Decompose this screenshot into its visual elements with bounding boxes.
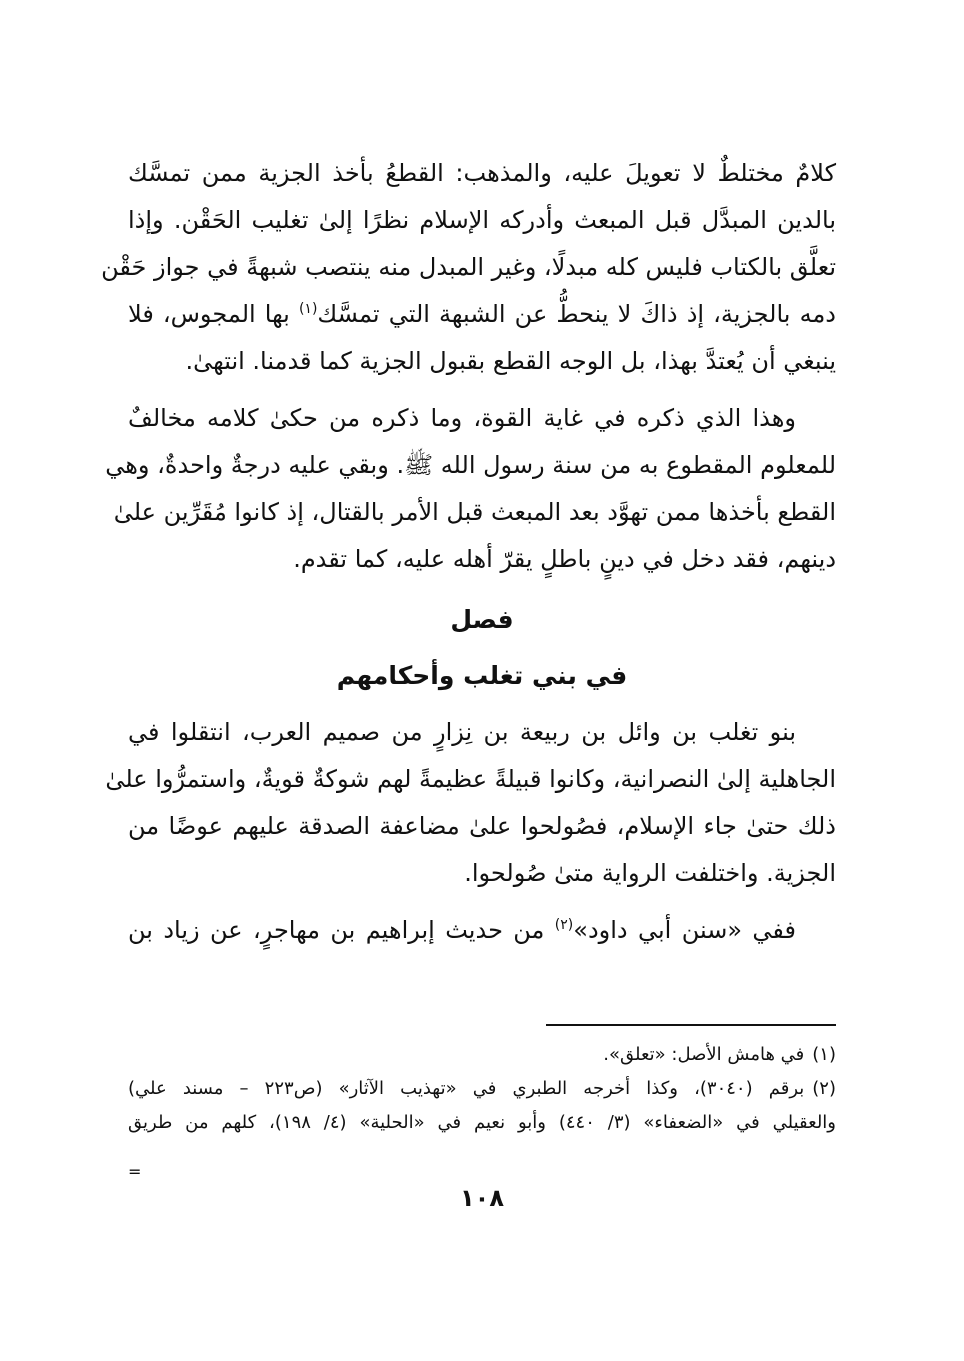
footnote-2-line-1: [128, 1072, 836, 1106]
paragraph-1-line-4-tail: بها المجوس، فلا: [128, 300, 299, 328]
footnote-2-text-1: برقم (٣٠٤٠)، وكذا أخرجه الطبري في «تهذيب الآثار» (ص٢٢٣ – مسند علي): [128, 1078, 805, 1099]
footnote-2-line-2: والعقيلي في «الضعفاء» (٣/ ٤٤٠) وأبو نعيم في «الحلية» (٤/ ١٩٨)، كلهم من طريق: [128, 1112, 836, 1133]
section-heading: فصل: [450, 605, 514, 634]
paragraph-1-line-4: [128, 291, 836, 338]
paragraph-3-line-4: الجزية. واختلفت الرواية متىٰ صُولحوا.: [464, 859, 836, 887]
footnote-1-number: (١): [812, 1044, 836, 1065]
paragraph-3: [105, 709, 836, 897]
paragraph-2-line-1: وهذا الذي ذكره في غاية القوة، وما ذكره من حكىٰ كلامه مخالفٌ: [128, 404, 796, 432]
paragraph-2-line-3: القطع بأخذها ممن تهوَّد بعد المبعث قبل الأمر بالقتال، إذ كانوا مُقَرِّين علىٰ: [113, 498, 836, 526]
footnote-2-number: (٢): [812, 1078, 836, 1099]
footnote-1: [128, 1038, 836, 1072]
footnote-divider: [546, 1024, 836, 1026]
paragraph-3-line-1: بنو تغلب بن وائل بن ربيعة بن نِزارٍ من صميم العرب، انتقلوا في: [128, 718, 796, 746]
paragraph-1-line-5: ينبغي أن يُعتدَّ بهذا، بل الوجه القطع بقبول الجزية كما قدمنا. انتهىٰ.: [185, 347, 836, 375]
section-subtitle: في بني تغلب وأحكامهم: [336, 661, 628, 690]
paragraph-4: [128, 907, 836, 954]
paragraph-4-head: ففي «سنن أبي داود»: [573, 916, 796, 944]
paragraph-4-tail: من حديث إبراهيم بن مهاجرٍ، عن زياد بن: [128, 916, 555, 944]
paragraph-4-line-1: [128, 907, 836, 954]
footnote-ref-1[interactable]: (١): [298, 301, 318, 317]
paragraph-1: [101, 150, 836, 385]
footnote-ref-2[interactable]: (٢): [554, 917, 574, 933]
paragraph-1-line-2: بالدين المبدَّل قبل المبعث وأدركه الإسلام نظرًا إلىٰ تغليب الحَقْن. وإذا: [128, 206, 836, 234]
footnote-1-text: في هامش الأصل: «تعلق».: [603, 1044, 805, 1065]
continuation-mark: =: [128, 1162, 142, 1181]
paragraph-1-line-3: تعلَّق بالكتاب فليس كله مبدلًا، وغير المبدل منه ينتصب شبهةً في جواز حَقْن: [101, 253, 836, 281]
paragraph-1-line-4-head: دمه بالجزية، إذ ذاكَ لا ينحطُّ عن الشبهة التي تمسَّك: [317, 300, 836, 328]
page-body: [101, 150, 836, 964]
paragraph-3-line-2: الجاهلية إلىٰ النصرانية، وكانوا قبيلةً عظيمةً لهم شوكةٌ قويةٌ، واستمرُّوا علىٰ: [105, 765, 836, 793]
paragraph-1-line-1: كلامٌ مختلطٌ لا تعويلَ عليه، والمذهب: القطعُ بأخذ الجزية ممن تمسَّك: [128, 159, 836, 187]
paragraph-2: [105, 395, 836, 583]
paragraph-2-line-2: للمعلوم المقطوع به من سنة رسول الله ﷺ. وبقي عليه درجةٌ واحدةٌ، وهي: [105, 451, 836, 479]
paragraph-3-line-3: ذلك حتىٰ جاء الإسلام، فصُولحوا علىٰ مضاعفة الصدقة عليهم عوضًا من: [128, 812, 836, 840]
footnotes: [128, 1024, 836, 1140]
page-number: ١٠٨: [460, 1184, 504, 1212]
paragraph-2-line-4: دينهم، فقد دخل في دينٍ باطلٍ يقرّ أهله عليه، كما تقدم.: [293, 545, 836, 573]
